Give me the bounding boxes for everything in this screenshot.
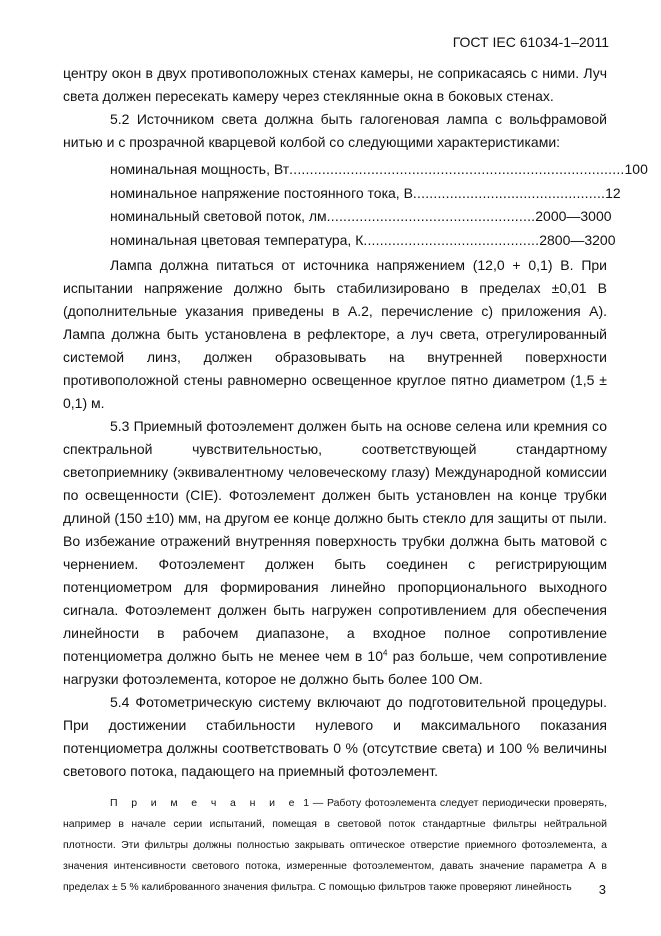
paragraph-5-3-text: 5.3 Приемный фотоэлемент должен быть на основе селена или кремния со спектральной чувствительностью, соответствующей стандартному светоприемнику (эквивалентному человеческому глазу) Международной комиссии по освещенности (CIE). Фотоэлемент должен быть установлен на конце трубки длиной (150 ±10) мм, на другом ее конце должно быть стекло для защиты от пыли. Во избежание отражений внутренняя поверхность трубки должна быть матовой с чернением. Фотоэлемент должен быть соединен с регистрирующим потенциометром для формирования линейно пропорционального выходного сигнала. Фотоэлемент должен быть нагружен сопротивлением для обеспечения линейности в рабочем диапазоне, а входное полное сопротивление потенциометра должно быть не менее чем в 10: [63, 418, 607, 664]
page-content: [63, 62, 648, 898]
spec-label: номинальная цветовая температура, К: [110, 231, 364, 248]
note-block: [63, 793, 607, 898]
paragraph-5-4: 5.4 Фотометрическую систему включают до подготовительной процедуры. При достижении стабильности нулевого и максимального показания потенциометра должны соответствовать 0 % (отсутствие света) и 100 % величины светового потока, падающего на приемный фотоэлемент.: [63, 694, 607, 779]
spec-label: номинальная мощность, Вт: [110, 161, 290, 177]
spec-value: 12: [605, 184, 621, 201]
paragraph-lamp-power: Лампа должна питаться от источника напряжением (12,0 + 0,1) В. При испытании напряжение должно быть стабилизировано в пределах ±0,01 В (дополнительные указания приведены в А.2, перечисление с) приложения А). Лампа должна быть установлена в рефлекторе, а луч света, отрегулированный системой линз, должен образовывать на внутренней поверхности противоположной стены равномерно освещенное круглое пятно диаметром (1,5 ± 0,1) м.: [63, 257, 607, 411]
spec-value: 100: [624, 161, 648, 177]
note-label: П р и м е ч а н и е: [110, 797, 300, 809]
document-header: ГОСТ IEC 61034-1–2011: [452, 34, 609, 50]
paragraph-5-2: 5.2 Источником света должна быть галогеновая лампа с вольфрамовой нитью и с прозрачной кварцевой колбой со следующими характеристиками:: [63, 111, 607, 150]
lamp-specifications: [110, 158, 648, 252]
note-text: 1 — Работу фотоэлемента следует периодически проверять, например в начале серии испытаний, помещая в световой поток стандартные фильтры нейтральной плотности. Эти фильтры должны полностью закрывать оптическое отверстие приемного фотоэлемента, а значения интенсивности светового потока, измеренные фотоэлементом, давать значение параметра А в пределах ± 5 % калиброванного значения фильтра. С помощью фильтров также проверяют линейность: [63, 797, 607, 893]
spec-label: номинальное напряжение постоянного тока, В: [110, 184, 413, 201]
spec-item: [110, 158, 648, 182]
paragraph-continuation: центру окон в двух противоположных стенах камеры, не соприкасаясь с ними. Луч света должен пересекать камеру через стеклянные окна в боковых стенах.: [63, 65, 607, 104]
paragraph-5-3: [63, 415, 607, 691]
spec-value: 2800—3200: [539, 231, 616, 248]
page-number: 3: [598, 882, 606, 897]
spec-leader-dots: ...........................................: [363, 231, 540, 248]
spec-leader-dots: ...................................................: [326, 208, 536, 224]
spec-item: [110, 205, 612, 229]
exponent: 4: [383, 648, 388, 658]
spec-label: номинальный световой поток, лм: [110, 208, 327, 224]
paragraph-5-3-text-end: раз больше, чем сопротивление нагрузки фотоэлемента, которое не должно быть более 100 Ом.: [63, 648, 607, 687]
spec-leader-dots: ...............................................: [412, 184, 606, 201]
spec-item: [110, 229, 616, 253]
spec-leader-dots: ..................................................................................: [289, 161, 625, 177]
spec-item: [110, 182, 621, 206]
spec-value: 2000—3000: [535, 208, 612, 224]
